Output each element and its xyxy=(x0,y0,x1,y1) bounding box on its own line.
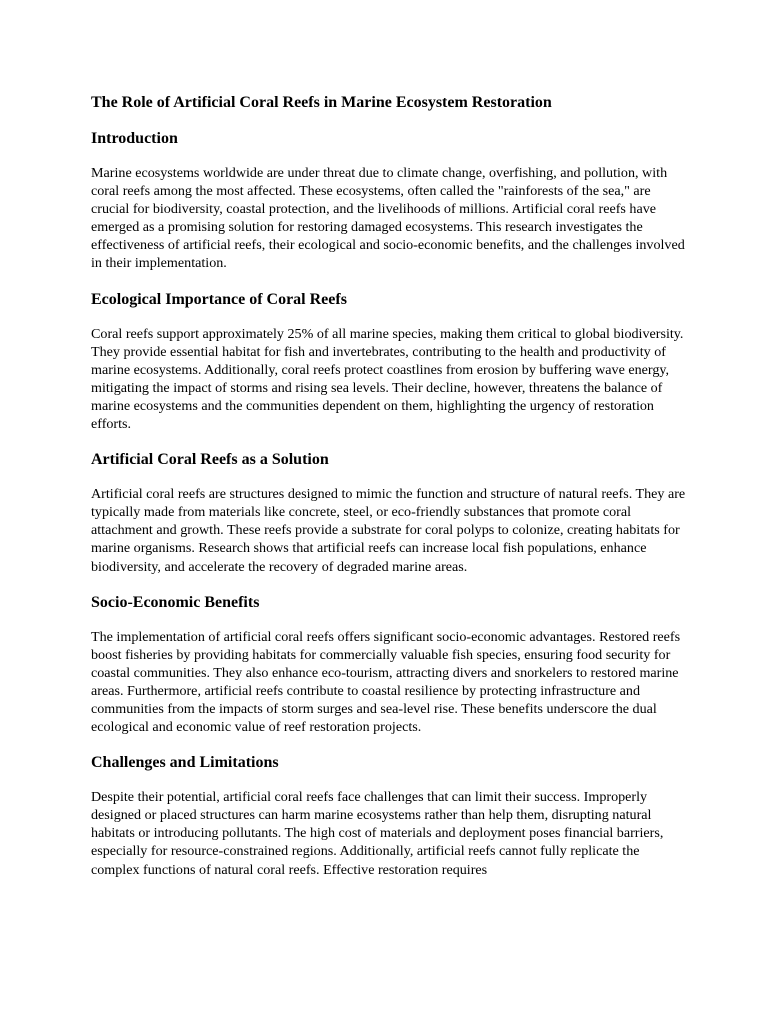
paragraph-introduction: Marine ecosystems worldwide are under threat due to climate change, overfishing, and pollution, with coral reefs among the most affected. These ecosystems, often called the "rainforests of the sea," are crucial for biodiversity, coastal protection, and the livelihoods of millions. Artificial coral reefs have emerged as a promising solution for restoring damaged ecosystems. This research investigates the effectiveness of artificial reefs, their ecological and socio-economic benefits, and the challenges involved in their implementation. xyxy=(91,165,685,272)
paragraph-ecological-importance: Coral reefs support approximately 25% of all marine species, making them critical to global biodiversity. They provide essential habitat for fish and invertebrates, contributing to the health and productivity of marine ecosystems. Additionally, coral reefs protect coastlines from erosion by buffering wave energy, mitigating the impact of storms and rising sea levels. Their decline, however, threatens the balance of marine ecosystems and the communities dependent on them, highlighting the urgency of restoration efforts. xyxy=(91,325,684,433)
paragraph-socio-economic-benefits: The implementation of artificial coral reefs offers significant socio-economic advantages. Restored reefs boost fisheries by providing habitats for commercially valuable fish species, ensuring food security for coastal communities. They also enhance eco-tourism, attracting divers and snorkelers to restored marine areas. Furthermore, artificial reefs contribute to coastal resilience by protecting infrastructure and communities from the impacts of storm surges and sea-level rise. These benefits underscore the dual ecological and economic value of reef restoration projects. xyxy=(91,628,681,736)
section-heading-artificial-reefs-solution: Artificial Coral Reefs as a Solution xyxy=(91,451,329,469)
paragraph-challenges-limitations: Despite their potential, artificial coral reefs face challenges that can limit their success. Improperly designed or placed structures can harm marine ecosystems rather than help them, disrupting natural habitats or introducing pollutants. The high cost of materials and deployment poses financial barriers, especially for resource-constrained regions. Additionally, artificial reefs cannot fully replicate the complex functions of natural coral reefs. Effective restoration requires xyxy=(91,789,664,878)
section-heading-introduction: Introduction xyxy=(91,130,178,147)
document-title: The Role of Artificial Coral Reefs in Marine Ecosystem Restoration xyxy=(91,94,552,111)
section-heading-challenges-limitations: Challenges and Limitations xyxy=(91,754,279,772)
paragraph-artificial-reefs-solution: Artificial coral reefs are structures designed to mimic the function and structure of natural reefs. They are typically made from materials like concrete, steel, or eco-friendly substances that promote coral attachment and growth. These reefs provide a substrate for coral polyps to colonize, creating habitats for marine organisms. Research shows that artificial reefs can increase local fish populations, enhance biodiversity, and accelerate the recovery of degraded marine areas. xyxy=(91,486,686,575)
section-heading-ecological-importance: Ecological Importance of Coral Reefs xyxy=(91,290,347,308)
section-heading-socio-economic-benefits: Socio-Economic Benefits xyxy=(91,593,260,611)
document-page xyxy=(91,92,687,895)
